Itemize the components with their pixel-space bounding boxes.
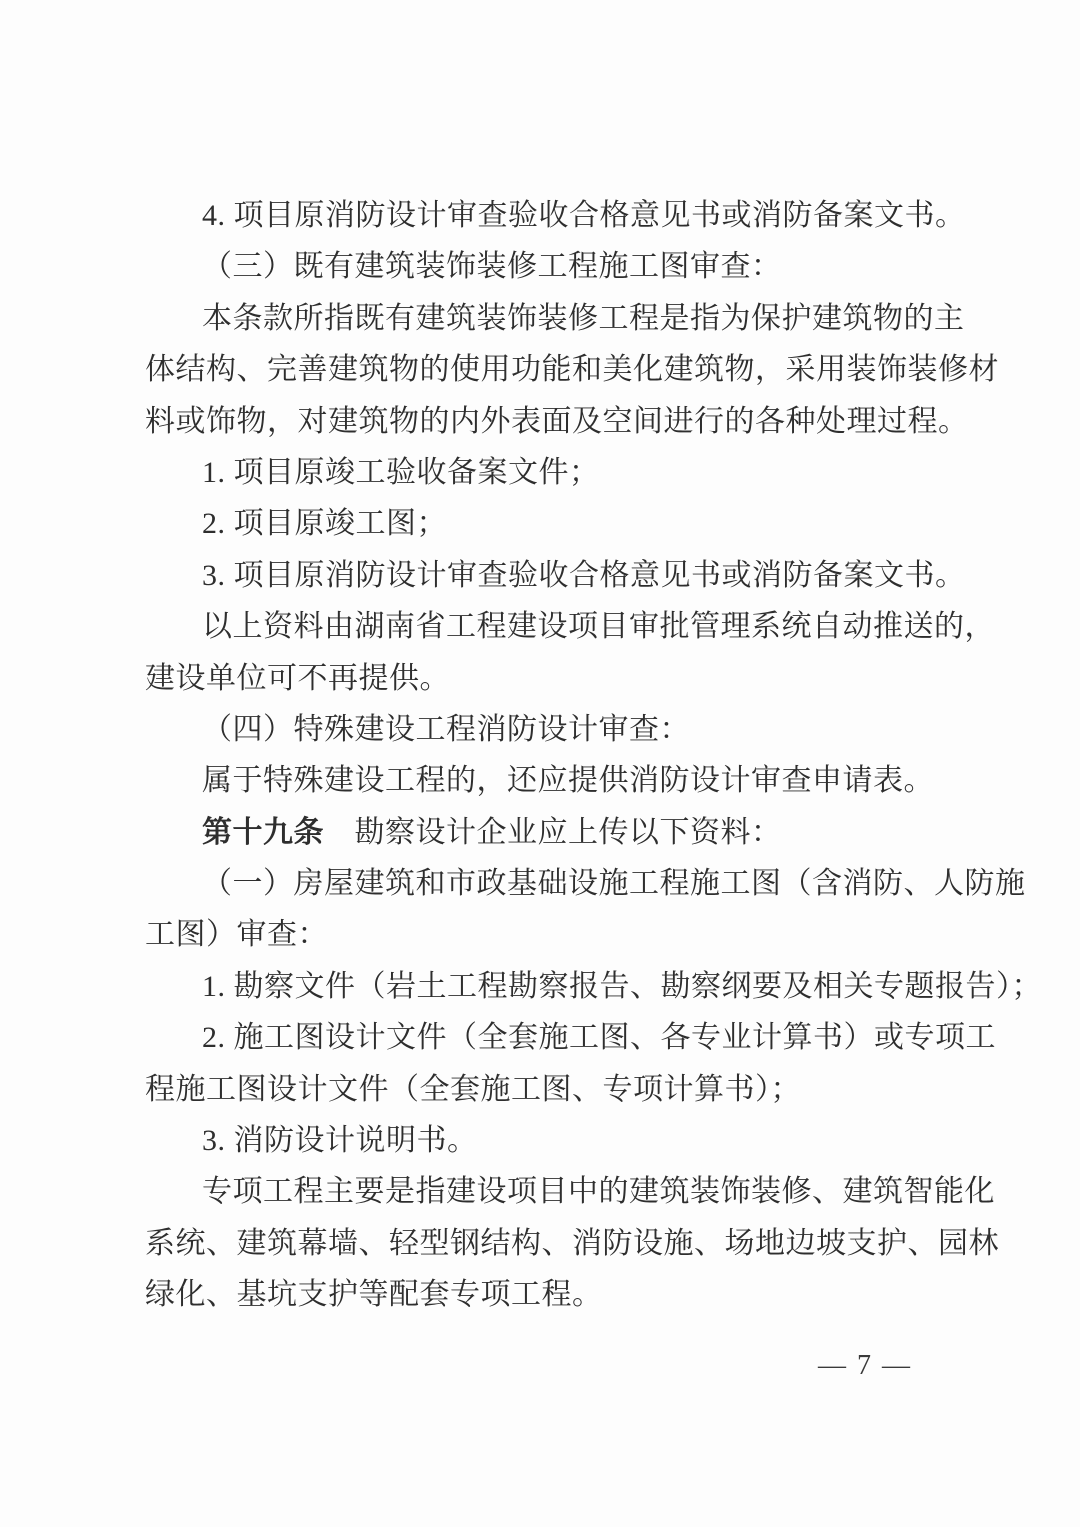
- paragraph-line: 体结构、完善建筑物的使用功能和美化建筑物，采用装饰装修材: [145, 353, 999, 387]
- paragraph-line: 1. 勘察文件（岩土工程勘察报告、勘察纲要及相关专题报告）；: [202, 969, 1042, 1003]
- paragraph-line: （三）既有建筑装饰装修工程施工图审查：: [202, 250, 782, 284]
- paragraph-line: 专项工程主要是指建设项目中的建筑装饰装修、建筑智能化: [202, 1175, 995, 1209]
- paragraph-line: 本条款所指既有建筑装饰装修工程是指为保护建筑物的主: [202, 301, 965, 335]
- paragraph-line: 2. 施工图设计文件（全套施工图、各专业计算书）或专项工: [202, 1021, 996, 1055]
- paragraph-line: 料或饰物，对建筑物的内外表面及空间进行的各种处理过程。: [145, 404, 969, 438]
- paragraph-line: 系统、建筑幕墙、轻型钢结构、消防设施、场地边坡支护、园林: [145, 1226, 999, 1260]
- paragraph-line: 工图）审查：: [145, 918, 328, 952]
- paragraph-line: 3. 消防设计说明书。: [202, 1124, 478, 1158]
- paragraph-line: 2. 项目原竣工图；: [202, 507, 447, 541]
- paragraph-line: 4. 项目原消防设计审查验收合格意见书或消防备案文书。: [202, 199, 966, 232]
- document-body: [145, 190, 1042, 1321]
- paragraph-line: 3. 项目原消防设计审查验收合格意见书或消防备案文书。: [202, 558, 966, 592]
- paragraph-line: 属于特殊建设工程的，还应提供消防设计审查申请表。: [202, 764, 934, 798]
- article-heading-line: [145, 807, 951, 858]
- paragraph-line: （一）房屋建筑和市政基础设施工程施工图（含消防、人防施: [202, 867, 1026, 901]
- page-number: — 7 —: [818, 1350, 912, 1381]
- article-text: 勘察设计企业应上传以下资料：: [324, 815, 782, 849]
- paragraph-line: 程施工图设计文件（全套施工图、专项计算书）；: [145, 1072, 801, 1106]
- paragraph-line: 建设单位可不再提供。: [145, 661, 450, 695]
- paragraph-line: 绿化、基坑支护等配套专项工程。: [145, 1278, 603, 1312]
- paragraph-line: 以上资料由湖南省工程建设项目审批管理系统自动推送的，: [202, 610, 995, 644]
- article-number: 第十九条: [202, 815, 324, 849]
- paragraph-line: 1. 项目原竣工验收备案文件；: [202, 455, 600, 489]
- paragraph-line: （四）特殊建设工程消防设计审查：: [202, 712, 690, 746]
